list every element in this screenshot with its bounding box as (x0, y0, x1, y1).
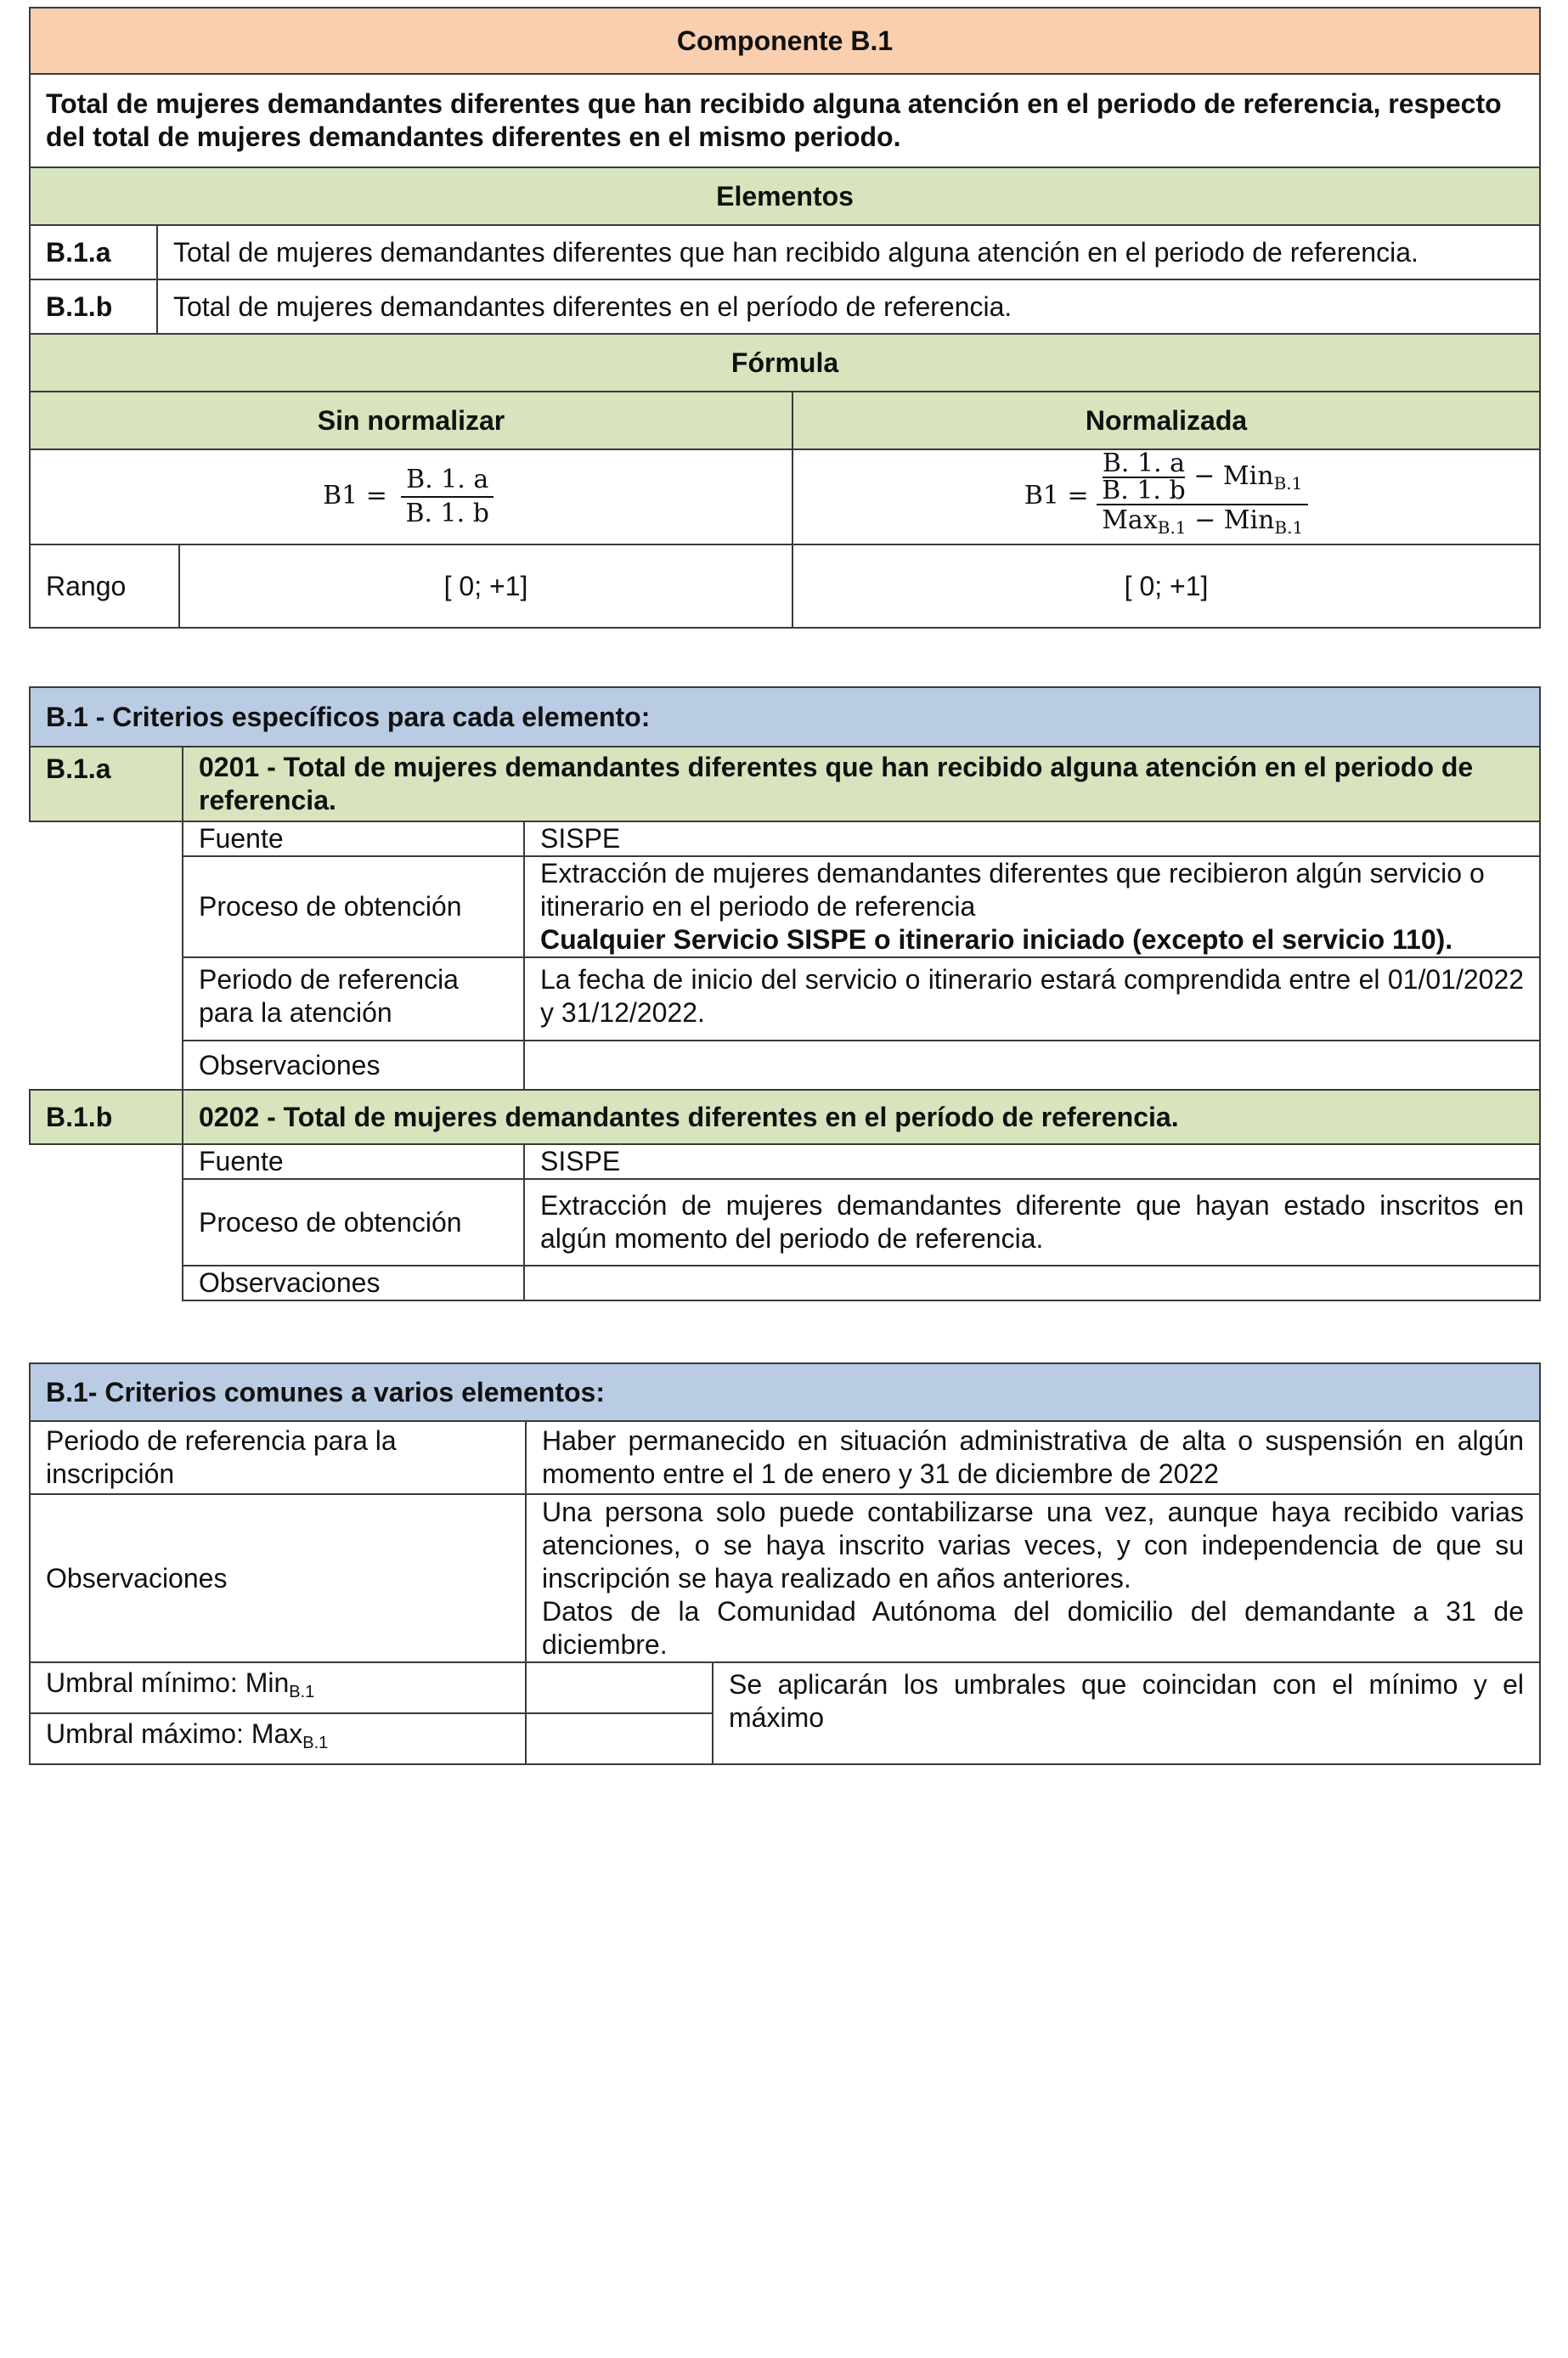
criterio-title: 0201 - Total de mujeres demandantes diferentes que han recibido alguna atención en el periodo de referencia. (183, 747, 1540, 821)
fuente-value: SISPE (524, 821, 1540, 856)
comunes-table (29, 1362, 1541, 1765)
element-text: Total de mujeres demandantes diferentes que han recibido alguna atención en el periodo de referencia. (157, 225, 1540, 279)
formula-normalized (792, 449, 1540, 544)
observaciones-value (526, 1494, 1540, 1662)
rango-raw: [ 0; +1] (179, 544, 792, 628)
rango-label: Rango (30, 544, 179, 628)
observaciones-label: Observaciones (183, 1266, 524, 1300)
observaciones-label: Observaciones (30, 1494, 526, 1662)
formula-raw-expression: B1 = $\frac{B. 1. a}{B. 1. b}$ (323, 481, 499, 511)
component-table (29, 7, 1541, 629)
fuente-label: Fuente (183, 821, 524, 856)
umbral-max-value (526, 1713, 713, 1764)
rango-normalized: [ 0; +1] (792, 544, 1540, 628)
periodo-value: La fecha de inicio del servicio o itinerario estará comprendida entre el 01/01/2022 y 31/12/2022. (524, 957, 1540, 1041)
sin-normalizar-header: Sin normalizar (30, 392, 792, 449)
fuente-label: Fuente (183, 1144, 524, 1179)
formula-normalized-expression: B1 = $\frac{B. 1. a}{B. 1. b}$ − Min$_{B.1}$ Max$_{B.1}$ − Min$_{B.1}$ (1024, 481, 1308, 511)
criterio-code: B.1.b (30, 1090, 183, 1144)
periodo-inscripcion-label: Periodo de referencia para la inscripción (30, 1421, 526, 1494)
umbral-note: Se aplicarán los umbrales que coincidan con el mínimo y el máximo (713, 1662, 1540, 1764)
formula-raw (30, 449, 792, 544)
periodo-label: Periodo de referencia para la atención (183, 957, 524, 1041)
observaciones-text-1: Una persona solo puede contabilizarse una vez, aunque haya recibido varias atenciones, o se haya inscrito varias veces, y con independencia de que su inscripción se haya realizado en años anteriores. (542, 1496, 1524, 1594)
fuente-value: SISPE (524, 1144, 1540, 1179)
proceso-label: Proceso de obtención (183, 856, 524, 957)
observaciones-text-2: Datos de la Comunidad Autónoma del domicilio del demandante a 31 de diciembre. (542, 1595, 1524, 1660)
elements-header: Elementos (30, 167, 1540, 225)
criterios-table (29, 686, 1541, 1301)
element-text: Total de mujeres demandantes diferentes en el período de referencia. (157, 279, 1540, 334)
proceso-text: Extracción de mujeres demandantes diferentes que recibieron algún servicio o itinerario en el periodo de referencia (540, 858, 1485, 922)
element-code: B.1.b (30, 279, 157, 334)
component-description: Total de mujeres demandantes diferentes que han recibido alguna atención en el periodo de referencia, respecto del total de mujeres demandantes diferentes en el mismo periodo. (30, 74, 1540, 167)
observaciones-label: Observaciones (183, 1041, 524, 1090)
umbral-max-label: Umbral máximo: MaxB.1 (30, 1713, 526, 1764)
proceso-label: Proceso de obtención (183, 1179, 524, 1266)
criterio-code: B.1.a (30, 747, 183, 821)
criterio-title: 0202 - Total de mujeres demandantes diferentes en el período de referencia. (183, 1090, 1540, 1144)
proceso-bold-text: Cualquier Servicio SISPE o itinerario iniciado (excepto el servicio 110). (540, 924, 1453, 955)
umbral-min-value (526, 1662, 713, 1713)
element-code: B.1.a (30, 225, 157, 279)
formula-header: Fórmula (30, 334, 1540, 392)
comunes-title: B.1- Criterios comunes a varios elementos: (30, 1363, 1540, 1421)
criterios-title: B.1 - Criterios específicos para cada elemento: (30, 687, 1540, 747)
component-title: Componente B.1 (30, 8, 1540, 74)
proceso-value: Extracción de mujeres demandantes diferente que hayan estado inscritos en algún momento del periodo de referencia. (524, 1179, 1540, 1266)
umbral-min-label: Umbral mínimo: MinB.1 (30, 1662, 526, 1713)
proceso-value (524, 856, 1540, 957)
periodo-inscripcion-value: Haber permanecido en situación administrativa de alta o suspensión en algún momento entre el 1 de enero y 31 de diciembre de 2022 (526, 1421, 1540, 1494)
observaciones-value (524, 1266, 1540, 1300)
observaciones-value (524, 1041, 1540, 1090)
normalizada-header: Normalizada (792, 392, 1540, 449)
